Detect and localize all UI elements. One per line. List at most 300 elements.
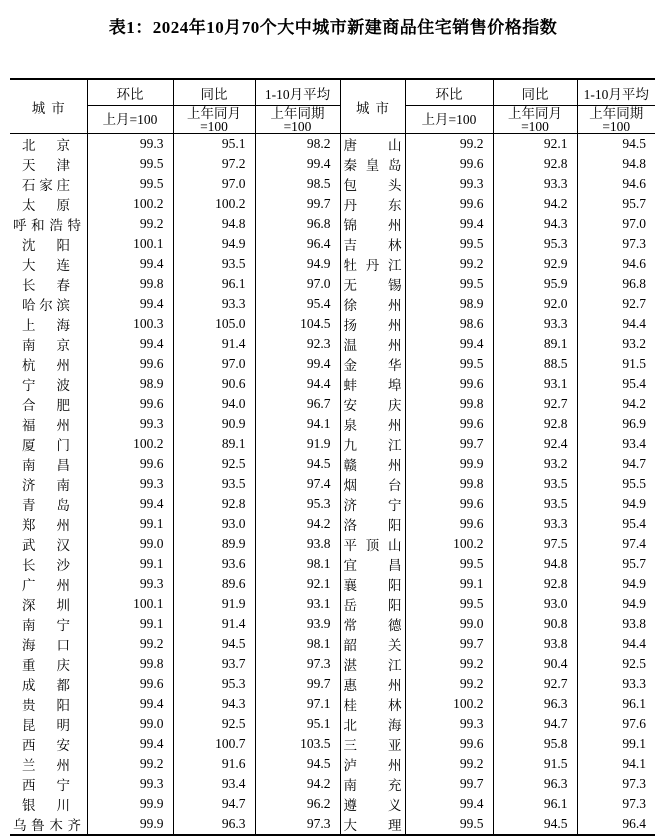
city-cell-right (340, 474, 405, 494)
avg-value-left: 96.4 (255, 234, 340, 254)
yoy-value-right: 94.8 (493, 554, 577, 574)
city-name: 岳 阳 (343, 598, 402, 613)
city-name: 天 津 (22, 158, 70, 173)
city-name: 青 岛 (22, 498, 70, 513)
avg-value-right: 94.8 (577, 154, 655, 174)
avg-value-right: 97.4 (577, 534, 655, 554)
avg-value-right: 93.2 (577, 334, 655, 354)
city-name: 宁 波 (22, 378, 70, 393)
avg-value-left: 98.5 (255, 174, 340, 194)
table-row (10, 574, 655, 594)
city-cell-right (340, 614, 405, 634)
yoy-value-right: 91.5 (493, 754, 577, 774)
city-name: 泉 州 (343, 418, 402, 433)
mom-value-left: 100.2 (87, 434, 173, 454)
mom-value-right: 99.2 (405, 754, 493, 774)
city-cell-left (10, 434, 87, 454)
city-name: 吉 林 (343, 238, 402, 253)
city-cell-right (340, 554, 405, 574)
yoy-value-right: 95.9 (493, 274, 577, 294)
city-name: 乌 鲁 木 齐 (13, 818, 81, 833)
mom-value-left: 99.0 (87, 534, 173, 554)
table-row (10, 774, 655, 794)
table-row (10, 214, 655, 234)
yoy-value-right: 90.4 (493, 654, 577, 674)
city-name: 赣 州 (343, 458, 402, 473)
city-name: 厦 门 (22, 438, 70, 453)
city-name: 北 海 (343, 718, 402, 733)
avg-value-right: 95.7 (577, 194, 655, 214)
yoy-value-right: 92.7 (493, 674, 577, 694)
yoy-value-left: 93.0 (173, 514, 255, 534)
mom-value-right: 99.5 (405, 594, 493, 614)
avg-value-right: 97.3 (577, 234, 655, 254)
yoy-value-right: 93.5 (493, 494, 577, 514)
mom-value-left: 99.3 (87, 774, 173, 794)
city-cell-right (340, 714, 405, 734)
city-cell-right (340, 374, 405, 394)
yoy-value-right: 97.5 (493, 534, 577, 554)
table-row (10, 394, 655, 414)
col-subheader-avg-base-left: 上年同期 =100 (255, 106, 340, 134)
mom-value-left: 100.1 (87, 594, 173, 614)
city-name: 重 庆 (22, 658, 70, 673)
avg-value-right: 94.6 (577, 254, 655, 274)
city-name: 锦 州 (343, 218, 402, 233)
city-name: 安 庆 (343, 398, 402, 413)
city-cell-right (340, 514, 405, 534)
city-name: 襄 阳 (343, 578, 402, 593)
mom-value-left: 99.5 (87, 174, 173, 194)
city-cell-left (10, 774, 87, 794)
city-name: 烟 台 (343, 478, 402, 493)
yoy-value-left: 89.1 (173, 434, 255, 454)
avg-value-left: 93.9 (255, 614, 340, 634)
col-subheader-yoy-base-left: 上年同月 =100 (173, 106, 255, 134)
yoy-value-right: 89.1 (493, 334, 577, 354)
table-row (10, 754, 655, 774)
mom-value-left: 99.3 (87, 474, 173, 494)
mom-value-right: 99.5 (405, 814, 493, 835)
yoy-value-left: 97.2 (173, 154, 255, 174)
yoy-value-right: 96.3 (493, 694, 577, 714)
mom-value-left: 99.6 (87, 354, 173, 374)
yoy-value-left: 93.5 (173, 254, 255, 274)
city-name: 兰 州 (22, 758, 70, 773)
city-cell-right (340, 354, 405, 374)
city-name: 惠 州 (343, 678, 402, 693)
city-cell-right (340, 254, 405, 274)
city-cell-right (340, 194, 405, 214)
city-cell-left (10, 254, 87, 274)
city-cell-right (340, 774, 405, 794)
city-name: 常 德 (343, 618, 402, 633)
city-cell-left (10, 734, 87, 754)
table-row (10, 194, 655, 214)
yoy-value-left: 92.8 (173, 494, 255, 514)
table-row (10, 154, 655, 174)
city-cell-right (340, 754, 405, 774)
header-row-base (10, 106, 655, 134)
city-name: 广 州 (22, 578, 70, 593)
avg-value-right: 94.2 (577, 394, 655, 414)
mom-value-right: 99.4 (405, 794, 493, 814)
city-cell-right (340, 274, 405, 294)
mom-value-right: 99.7 (405, 634, 493, 654)
col-header-mom-right: 环比 (405, 79, 493, 106)
city-name: 合 肥 (22, 398, 70, 413)
table-row (10, 274, 655, 294)
mom-value-right: 99.5 (405, 554, 493, 574)
yoy-value-left: 93.3 (173, 294, 255, 314)
table-row (10, 134, 655, 155)
city-cell-right (340, 314, 405, 334)
city-cell-right (340, 414, 405, 434)
yoy-value-right: 93.3 (493, 174, 577, 194)
yoy-value-right: 92.8 (493, 574, 577, 594)
yoy-value-left: 96.1 (173, 274, 255, 294)
mom-value-left: 100.1 (87, 234, 173, 254)
mom-value-left: 99.4 (87, 694, 173, 714)
city-name: 成 都 (22, 678, 70, 693)
table-row (10, 314, 655, 334)
yoy-value-left: 91.9 (173, 594, 255, 614)
yoy-value-left: 89.6 (173, 574, 255, 594)
mom-value-left: 99.6 (87, 454, 173, 474)
avg-value-left: 98.1 (255, 554, 340, 574)
city-cell-right (340, 654, 405, 674)
city-cell-left (10, 414, 87, 434)
table-row (10, 534, 655, 554)
city-name: 桂 林 (343, 698, 402, 713)
yoy-value-left: 89.9 (173, 534, 255, 554)
yoy-value-right: 90.8 (493, 614, 577, 634)
mom-value-left: 100.2 (87, 194, 173, 214)
city-cell-right (340, 234, 405, 254)
header-row-top (10, 79, 655, 106)
avg-value-right: 93.8 (577, 614, 655, 634)
mom-value-right: 99.5 (405, 234, 493, 254)
avg-value-right: 94.4 (577, 634, 655, 654)
city-cell-left (10, 474, 87, 494)
mom-value-right: 98.9 (405, 294, 493, 314)
yoy-value-right: 93.3 (493, 314, 577, 334)
mom-value-left: 99.4 (87, 494, 173, 514)
price-index-table (10, 78, 655, 836)
city-name: 西 宁 (22, 778, 70, 793)
mom-value-left: 100.3 (87, 314, 173, 334)
city-cell-right (340, 334, 405, 354)
mom-value-right: 99.5 (405, 274, 493, 294)
mom-value-left: 99.4 (87, 734, 173, 754)
city-name: 济 南 (22, 478, 70, 493)
mom-value-right: 99.0 (405, 614, 493, 634)
mom-value-left: 99.5 (87, 154, 173, 174)
avg-value-left: 92.1 (255, 574, 340, 594)
city-name: 南 昌 (22, 458, 70, 473)
city-cell-right (340, 814, 405, 835)
avg-value-left: 94.5 (255, 454, 340, 474)
city-cell-right (340, 534, 405, 554)
city-name: 扬 州 (343, 318, 402, 333)
table-row (10, 514, 655, 534)
avg-value-right: 97.6 (577, 714, 655, 734)
mom-value-left: 99.2 (87, 214, 173, 234)
avg-value-right: 93.4 (577, 434, 655, 454)
table-row (10, 234, 655, 254)
city-name: 北 京 (22, 138, 70, 153)
mom-value-right: 99.8 (405, 474, 493, 494)
avg-value-left: 95.4 (255, 294, 340, 314)
city-cell-left (10, 534, 87, 554)
city-cell-right (340, 674, 405, 694)
avg-value-left: 95.3 (255, 494, 340, 514)
avg-value-left: 91.9 (255, 434, 340, 454)
city-cell-left (10, 634, 87, 654)
city-cell-left (10, 294, 87, 314)
yoy-value-right: 93.8 (493, 634, 577, 654)
city-name: 金 华 (343, 358, 402, 373)
yoy-value-left: 95.1 (173, 134, 255, 155)
table-row (10, 814, 655, 835)
table-row (10, 714, 655, 734)
city-name: 深 圳 (22, 598, 70, 613)
city-cell-left (10, 554, 87, 574)
city-cell-right (340, 594, 405, 614)
yoy-value-right: 92.8 (493, 154, 577, 174)
avg-value-left: 97.0 (255, 274, 340, 294)
mom-value-right: 99.2 (405, 254, 493, 274)
city-cell-left (10, 594, 87, 614)
city-name: 牡 丹 江 (343, 258, 402, 273)
yoy-value-left: 93.4 (173, 774, 255, 794)
yoy-value-right: 92.0 (493, 294, 577, 314)
city-name: 湛 江 (343, 658, 402, 673)
table-row (10, 734, 655, 754)
city-cell-right (340, 734, 405, 754)
avg-value-left: 99.4 (255, 154, 340, 174)
mom-value-left: 99.3 (87, 134, 173, 155)
yoy-value-left: 90.6 (173, 374, 255, 394)
avg-value-left: 99.4 (255, 354, 340, 374)
avg-value-left: 94.4 (255, 374, 340, 394)
city-name: 银 川 (22, 798, 70, 813)
city-name: 杭 州 (22, 358, 70, 373)
city-cell-right (340, 394, 405, 414)
avg-value-right: 94.9 (577, 574, 655, 594)
table-row (10, 254, 655, 274)
table-row (10, 434, 655, 454)
table-body (10, 134, 655, 836)
mom-value-right: 99.6 (405, 494, 493, 514)
col-header-mom-left: 环比 (87, 79, 173, 106)
city-name: 石 家 庄 (22, 178, 70, 193)
city-name: 郑 州 (22, 518, 70, 533)
mom-value-right: 99.2 (405, 674, 493, 694)
yoy-value-right: 93.3 (493, 514, 577, 534)
table-row (10, 554, 655, 574)
city-name: 泸 州 (343, 758, 402, 773)
city-name: 南 京 (22, 338, 70, 353)
col-header-avg-left: 1-10月平均 (255, 79, 340, 106)
avg-value-left: 98.1 (255, 634, 340, 654)
yoy-value-left: 93.7 (173, 654, 255, 674)
city-name: 呼 和 浩 特 (13, 218, 81, 233)
avg-value-right: 93.3 (577, 674, 655, 694)
city-name: 蚌 埠 (343, 378, 402, 393)
mom-value-right: 99.9 (405, 454, 493, 474)
avg-value-right: 96.8 (577, 274, 655, 294)
city-cell-left (10, 174, 87, 194)
table-row (10, 354, 655, 374)
yoy-value-right: 88.5 (493, 354, 577, 374)
avg-value-left: 98.2 (255, 134, 340, 155)
city-cell-left (10, 814, 87, 835)
city-name: 武 汉 (22, 538, 70, 553)
city-cell-left (10, 674, 87, 694)
avg-value-right: 96.9 (577, 414, 655, 434)
city-name: 海 口 (22, 638, 70, 653)
avg-value-left: 94.9 (255, 254, 340, 274)
yoy-value-left: 94.7 (173, 794, 255, 814)
city-cell-right (340, 434, 405, 454)
avg-value-right: 95.7 (577, 554, 655, 574)
avg-value-right: 92.7 (577, 294, 655, 314)
mom-value-left: 99.3 (87, 414, 173, 434)
yoy-value-right: 93.0 (493, 594, 577, 614)
mom-value-left: 99.6 (87, 394, 173, 414)
yoy-value-left: 95.3 (173, 674, 255, 694)
city-name: 长 春 (22, 278, 70, 293)
avg-value-left: 94.2 (255, 514, 340, 534)
avg-value-right: 94.6 (577, 174, 655, 194)
city-name: 三 亚 (343, 738, 402, 753)
mom-value-left: 99.1 (87, 554, 173, 574)
city-cell-right (340, 454, 405, 474)
city-name: 丹 东 (343, 198, 402, 213)
table-header (10, 79, 655, 134)
city-name: 大 理 (343, 818, 402, 833)
city-cell-left (10, 654, 87, 674)
avg-value-right: 94.5 (577, 134, 655, 155)
mom-value-left: 99.4 (87, 334, 173, 354)
city-cell-left (10, 234, 87, 254)
avg-value-left: 103.5 (255, 734, 340, 754)
city-cell-left (10, 754, 87, 774)
yoy-value-left: 100.7 (173, 734, 255, 754)
city-name: 包 头 (343, 178, 402, 193)
avg-value-left: 97.4 (255, 474, 340, 494)
mom-value-left: 99.6 (87, 674, 173, 694)
mom-value-right: 98.6 (405, 314, 493, 334)
avg-value-right: 95.5 (577, 474, 655, 494)
yoy-value-left: 94.3 (173, 694, 255, 714)
yoy-value-left: 94.0 (173, 394, 255, 414)
mom-value-left: 99.2 (87, 754, 173, 774)
yoy-value-left: 90.9 (173, 414, 255, 434)
avg-value-right: 95.4 (577, 514, 655, 534)
table-row (10, 654, 655, 674)
mom-value-left: 99.8 (87, 274, 173, 294)
mom-value-right: 99.5 (405, 354, 493, 374)
city-cell-left (10, 194, 87, 214)
city-cell-right (340, 694, 405, 714)
city-name: 秦 皇 岛 (343, 158, 402, 173)
city-cell-left (10, 314, 87, 334)
yoy-value-right: 95.8 (493, 734, 577, 754)
mom-value-right: 99.6 (405, 514, 493, 534)
city-cell-right (340, 794, 405, 814)
mom-value-left: 99.4 (87, 254, 173, 274)
yoy-value-right: 93.1 (493, 374, 577, 394)
avg-value-left: 95.1 (255, 714, 340, 734)
avg-value-right: 94.9 (577, 494, 655, 514)
avg-value-right: 97.0 (577, 214, 655, 234)
city-cell-right (340, 214, 405, 234)
table-row (10, 694, 655, 714)
avg-value-right: 96.1 (577, 694, 655, 714)
city-name: 长 沙 (22, 558, 70, 573)
yoy-value-left: 94.8 (173, 214, 255, 234)
table-row (10, 614, 655, 634)
table-row (10, 454, 655, 474)
mom-value-right: 99.8 (405, 394, 493, 414)
avg-value-left: 97.3 (255, 654, 340, 674)
mom-value-right: 99.6 (405, 734, 493, 754)
avg-value-left: 97.1 (255, 694, 340, 714)
table-row (10, 594, 655, 614)
yoy-value-right: 94.2 (493, 194, 577, 214)
yoy-value-left: 91.6 (173, 754, 255, 774)
city-name: 九 江 (343, 438, 402, 453)
col-subheader-mom-base-left: 上月=100 (87, 106, 173, 134)
yoy-value-left: 97.0 (173, 354, 255, 374)
mom-value-left: 99.2 (87, 634, 173, 654)
mom-value-left: 99.9 (87, 814, 173, 835)
mom-value-right: 99.4 (405, 334, 493, 354)
table-row (10, 374, 655, 394)
city-cell-left (10, 214, 87, 234)
mom-value-right: 99.3 (405, 714, 493, 734)
yoy-value-left: 94.5 (173, 634, 255, 654)
yoy-value-right: 92.1 (493, 134, 577, 155)
yoy-value-right: 92.4 (493, 434, 577, 454)
mom-value-left: 99.1 (87, 614, 173, 634)
yoy-value-right: 92.9 (493, 254, 577, 274)
city-name: 洛 阳 (343, 518, 402, 533)
city-cell-right (340, 494, 405, 514)
city-cell-left (10, 374, 87, 394)
city-cell-left (10, 514, 87, 534)
mom-value-right: 99.2 (405, 654, 493, 674)
city-name: 上 海 (22, 318, 70, 333)
avg-value-right: 97.3 (577, 794, 655, 814)
mom-value-right: 99.1 (405, 574, 493, 594)
avg-value-left: 93.1 (255, 594, 340, 614)
col-header-city-left: 城市 (10, 79, 87, 134)
yoy-value-right: 93.5 (493, 474, 577, 494)
mom-value-left: 99.4 (87, 294, 173, 314)
mom-value-right: 99.4 (405, 214, 493, 234)
avg-value-left: 99.7 (255, 194, 340, 214)
table-row (10, 634, 655, 654)
col-header-yoy-left: 同比 (173, 79, 255, 106)
avg-value-left: 96.7 (255, 394, 340, 414)
col-subheader-yoy-base-right: 上年同月 =100 (493, 106, 577, 134)
avg-value-right: 92.5 (577, 654, 655, 674)
city-cell-left (10, 454, 87, 474)
yoy-value-left: 93.5 (173, 474, 255, 494)
